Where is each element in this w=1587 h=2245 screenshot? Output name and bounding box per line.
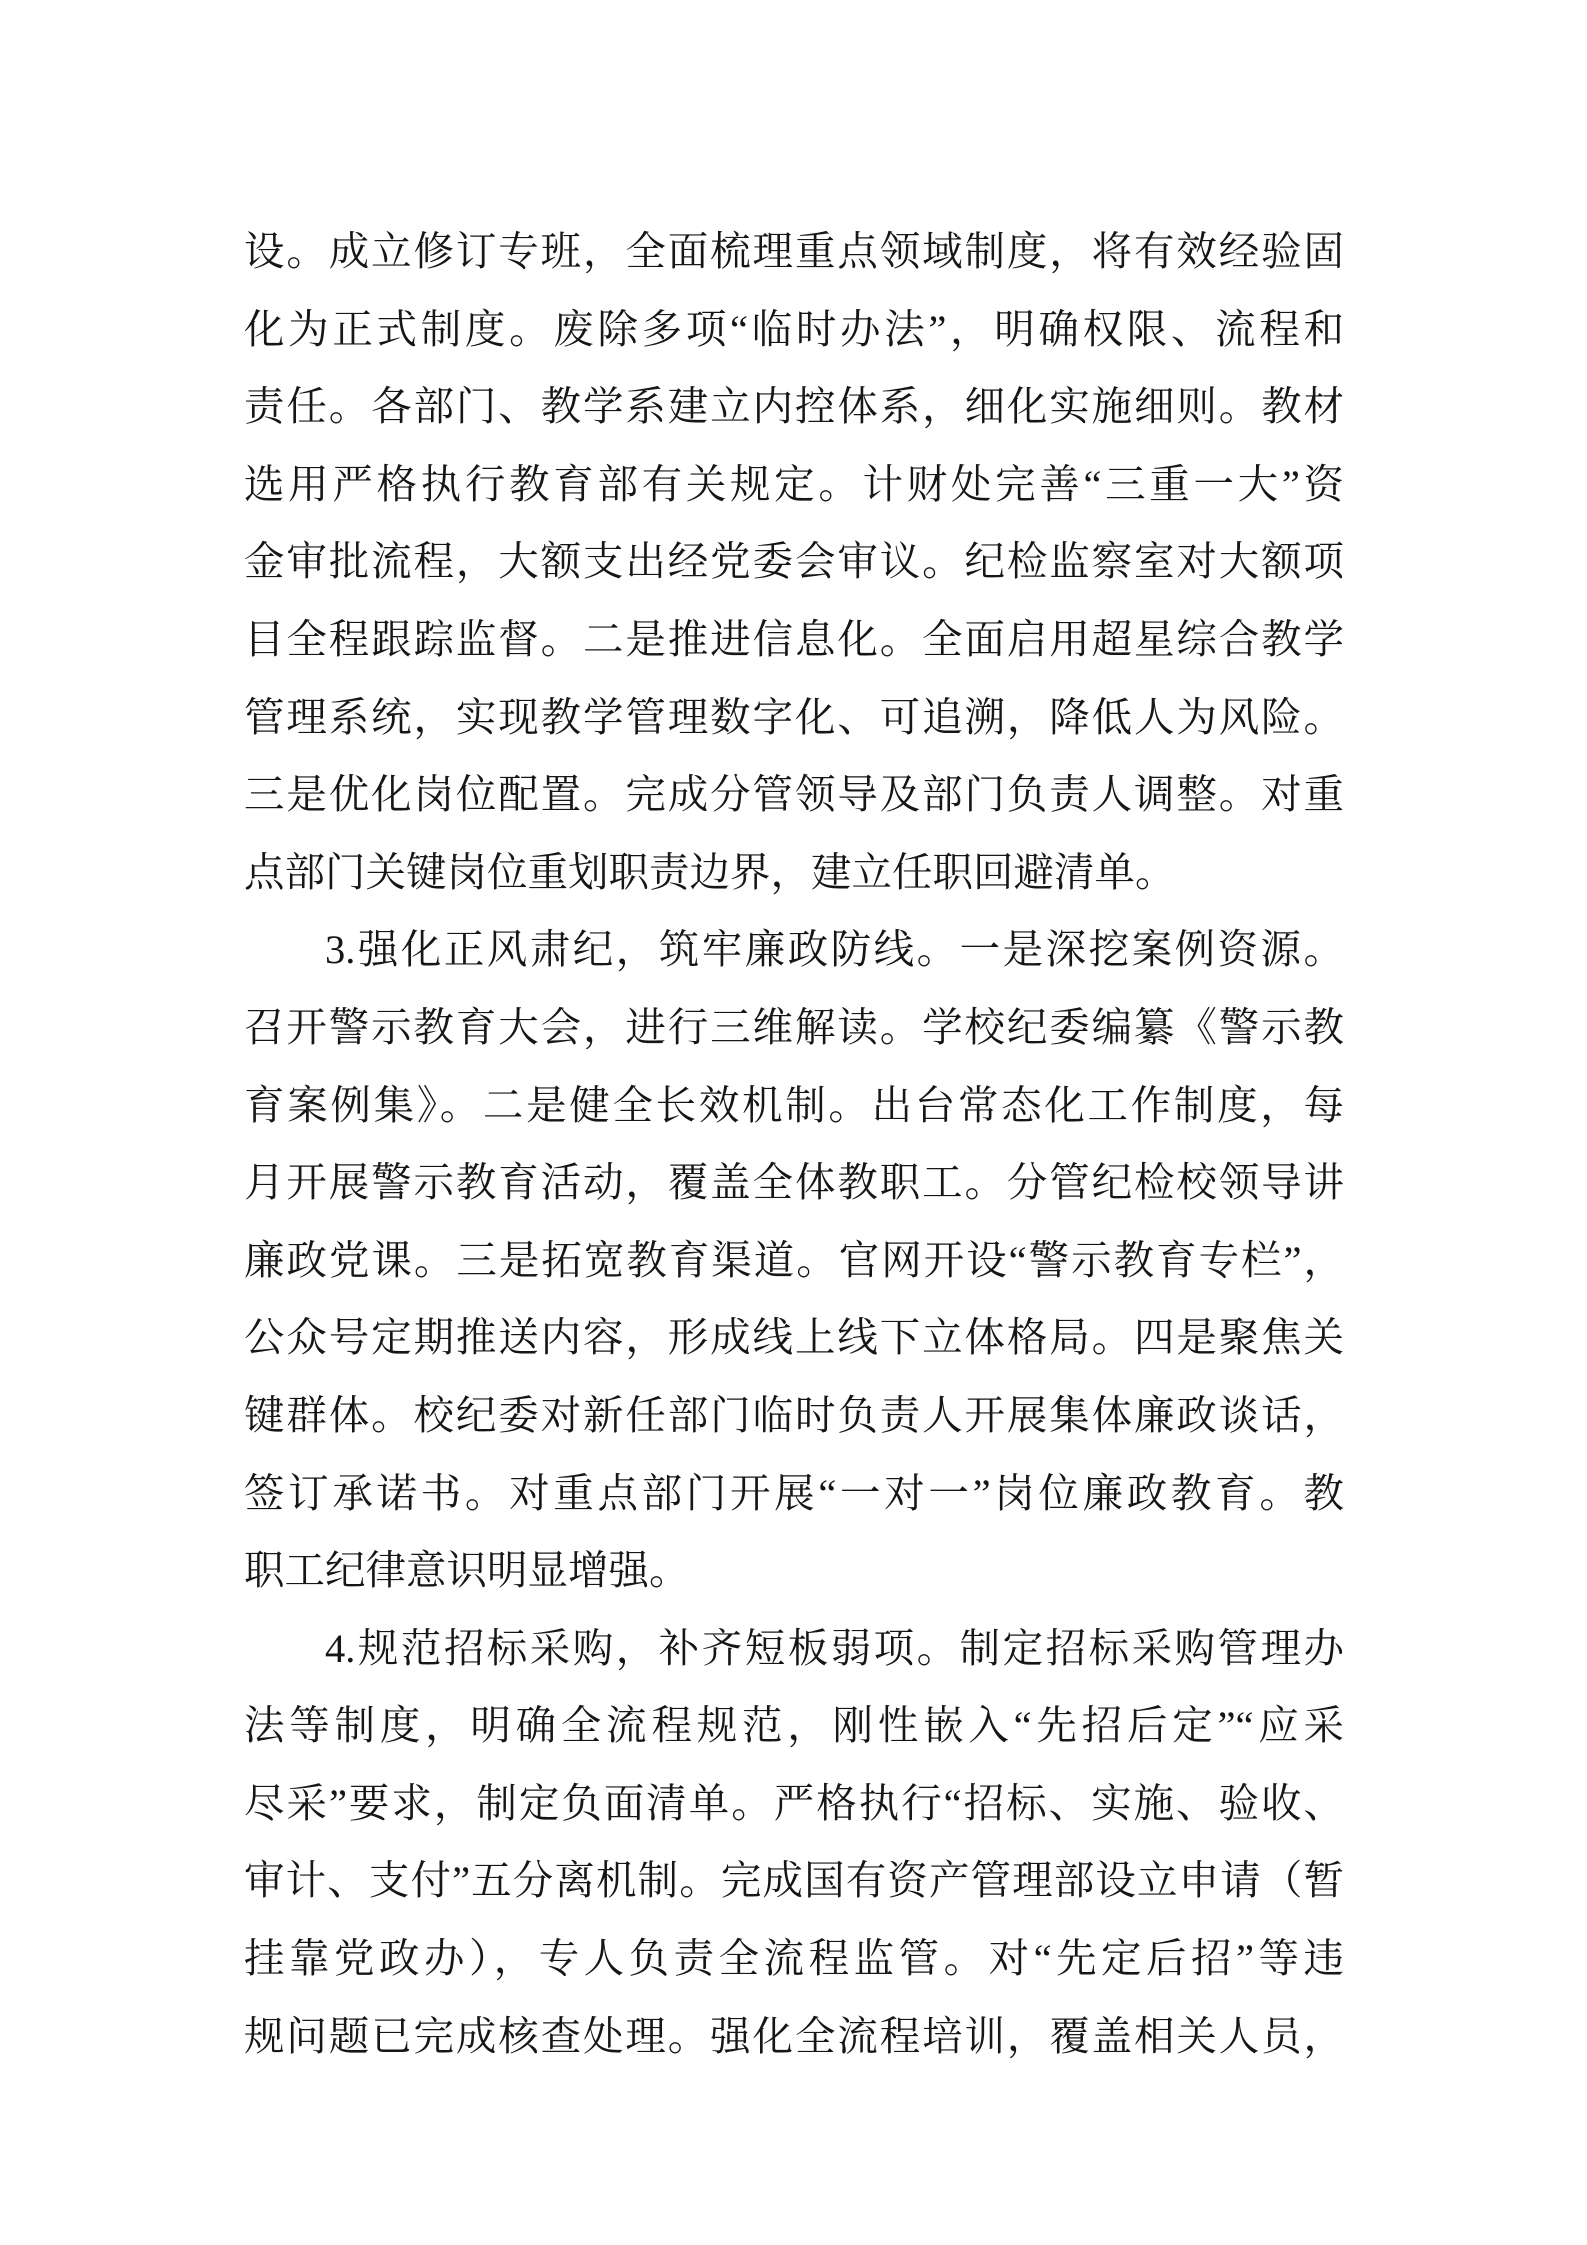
- text-line: 签订承诺书。对重点部门开展“一对一”岗位廉政教育。教: [244, 1470, 1344, 1516]
- text-line: 金审批流程，大额支出经党委会审议。纪检监察室对大额项: [244, 539, 1344, 585]
- text-line: 育案例集》。二是健全长效机制。出台常态化工作制度，每: [244, 1082, 1344, 1128]
- text-line: 法等制度，明确全流程规范，刚性嵌入“先招后定”“应采: [244, 1703, 1344, 1749]
- paragraph: [244, 911, 1344, 1609]
- text-line: 公众号定期推送内容，形成线上线下立体格局。四是聚焦关: [244, 1315, 1344, 1361]
- text-line: 挂靠党政办），专人负责全流程监管。对“先定后招”等违: [244, 1936, 1344, 1982]
- text-line: 键群体。校纪委对新任部门临时负责人开展集体廉政谈话，: [244, 1392, 1344, 1438]
- text-line: 目全程跟踪监督。二是推进信息化。全面启用超星综合教学: [244, 616, 1344, 662]
- document-body: [244, 213, 1344, 2075]
- text-line: 责任。各部门、教学系建立内控体系，细化实施细则。教材: [244, 384, 1344, 430]
- text-line: 尽采”要求，制定负面清单。严格执行“招标、实施、验收、: [244, 1780, 1344, 1826]
- text-line: 管理系统，实现教学管理数字化、可追溯，降低人为风险。: [244, 694, 1344, 740]
- text-line: 职工纪律意识明显增强。: [244, 1548, 690, 1594]
- text-line: 规问题已完成核查处理。强化全流程培训，覆盖相关人员，: [244, 2013, 1344, 2059]
- text-line: 审计、支付”五分离机制。完成国有资产管理部设立申请（暂: [244, 1858, 1344, 1904]
- text-line: 3.强化正风肃纪，筑牢廉政防线。一是深挖案例资源。: [325, 927, 1344, 973]
- text-line: 点部门关键岗位重划职责边界，建立任职回避清单。: [244, 849, 1176, 895]
- text-line: 化为正式制度。废除多项“临时办法”，明确权限、流程和: [244, 306, 1344, 352]
- text-line: 月开展警示教育活动，覆盖全体教职工。分管纪检校领导讲: [244, 1160, 1344, 1206]
- text-line: 4.规范招标采购，补齐短板弱项。制定招标采购管理办: [325, 1625, 1344, 1671]
- text-line: 设。成立修订专班，全面梳理重点领域制度，将有效经验固: [244, 229, 1344, 274]
- text-line: 召开警示教育大会，进行三维解读。学校纪委编纂《警示教: [244, 1004, 1344, 1050]
- text-line: 三是优化岗位配置。完成分管领导及部门负责人调整。对重: [244, 772, 1344, 818]
- text-line: 廉政党课。三是拓宽教育渠道。官网开设“警示教育专栏”，: [244, 1237, 1344, 1283]
- text-line: 选用严格执行教育部有关规定。计财处完善“三重一大”资: [244, 461, 1344, 507]
- paragraph: [244, 213, 1344, 911]
- paragraph: [244, 1610, 1344, 2076]
